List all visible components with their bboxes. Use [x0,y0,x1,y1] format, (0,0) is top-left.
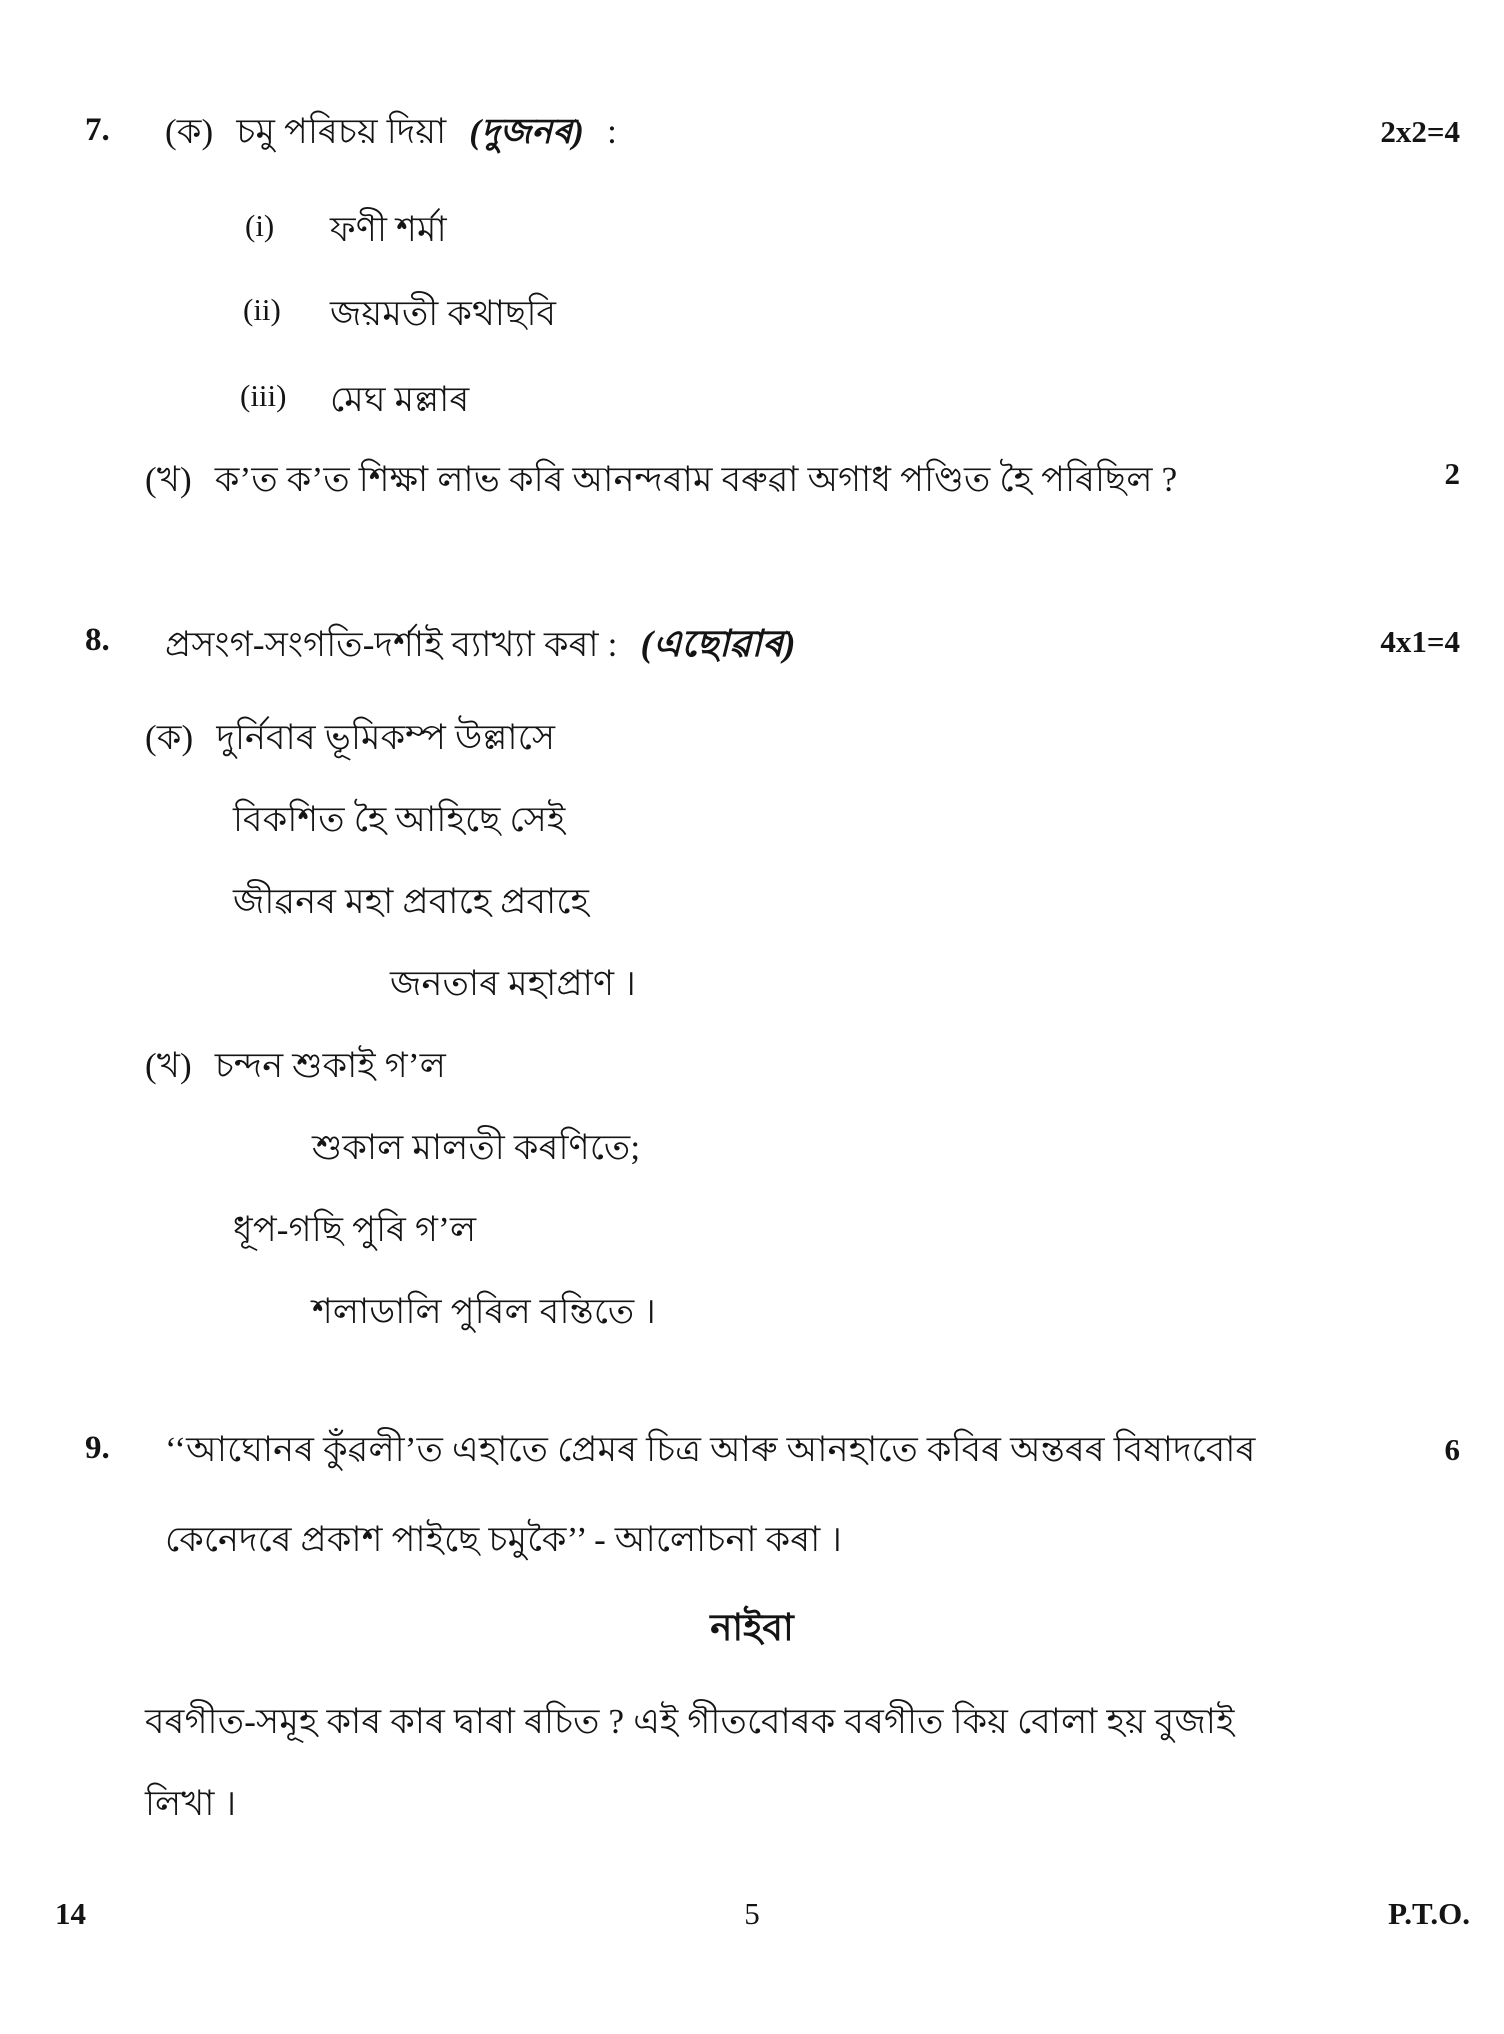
q8a-line1 [145,710,555,769]
q8-number: 8. [85,622,110,658]
q9-line1: ‘‘আঘোনৰ কুঁৱলী’ত এহাতে প্ৰেমৰ চিত্ৰ আৰু আনহাতে কবিৰ অন্তৰৰ বিষাদবোৰ [165,1430,1256,1469]
q7a-text: চমু পৰিচয় দিয়া [236,112,447,151]
q8b-line1 [145,1038,446,1097]
q8a-verse4: জনতাৰ মহাপ্ৰাণ । [390,964,636,1003]
q8b-verse4: শলাডালি পুৰিল বন্তিতে । [312,1292,657,1331]
q9-alt-line1: বৰগীত-সমূহ কাৰ কাৰ দ্বাৰা ৰচিত ? এই গীতবোৰক বৰগীত কিয় বোলা হয় বুজাই [145,1702,1235,1741]
q8-intro: প্ৰসংগ-সংগতি-দৰ্শাই ব্যাখ্যা কৰা : [165,625,618,664]
q8-marks: 4x1=4 [1380,624,1460,659]
q7a-emphasis: (দুজনৰ) [469,112,585,151]
q8-emphasis: (এছোৱাৰ) [640,624,796,665]
footer-paper-code: 14 [55,1896,86,1931]
q9-number: 9. [85,1430,110,1466]
q9-line2: কেনেদৰে প্ৰকাশ পাইছে চমুকৈ’’ - আলোচনা কৰা । [165,1520,843,1559]
q7a-item3-text: মেঘ মল্লাৰ [330,380,470,419]
q8a-label: (ক) [145,718,194,757]
q8a-verse2: বিকশিত হৈ আহিছে সেই [233,800,566,839]
q7b-line [145,452,1177,511]
q7b-marks: 2 [1444,456,1460,491]
q8a-verse3: জীৱনৰ মহা প্ৰবাহে প্ৰবাহে [233,882,590,921]
q8a-verse1: দুৰ্নিবাৰ ভূমিকম্প উল্লাসে [216,718,556,757]
footer-page-number: 5 [744,1896,760,1931]
q7a-item3-label: (iii) [240,378,287,413]
q9-alt-line2: লিখা । [145,1784,237,1823]
q8b-verse1: চন্দন শুকাই গ’ল [214,1046,447,1085]
q7a-item2-label: (ii) [243,292,281,327]
q7b-label: (খ) [145,460,192,499]
q8b-verse3: ধূপ-গছি পুৰি গ’ল [233,1210,477,1249]
q8b-verse2: শুকাল মালতী কৰণিতে; [312,1128,641,1167]
q7b-text: ক’ত ক’ত শিক্ষা লাভ কৰি আনন্দৰাম বৰুৱা অগাধ পণ্ডিত হৈ পৰিছিল ? [214,460,1178,499]
q9-or-heading: নাইবা [710,1608,794,1649]
q9-marks: 6 [1444,1432,1460,1467]
q7a-item1-text: ফণী শৰ্মা [330,210,447,249]
q7a-marks: 2x2=4 [1380,114,1460,149]
q8-header [165,614,796,677]
q8b-label: (খ) [145,1046,192,1085]
q7a-label: (ক) [165,112,214,151]
q7a-colon: : [607,112,617,151]
q7-number: 7. [85,112,110,148]
footer-pto: P.T.O. [1388,1896,1470,1931]
q7a-item1-label: (i) [245,208,275,243]
q7a-item2-text: জয়মতী কথাছবি [330,294,557,333]
q7a-header [165,104,617,163]
